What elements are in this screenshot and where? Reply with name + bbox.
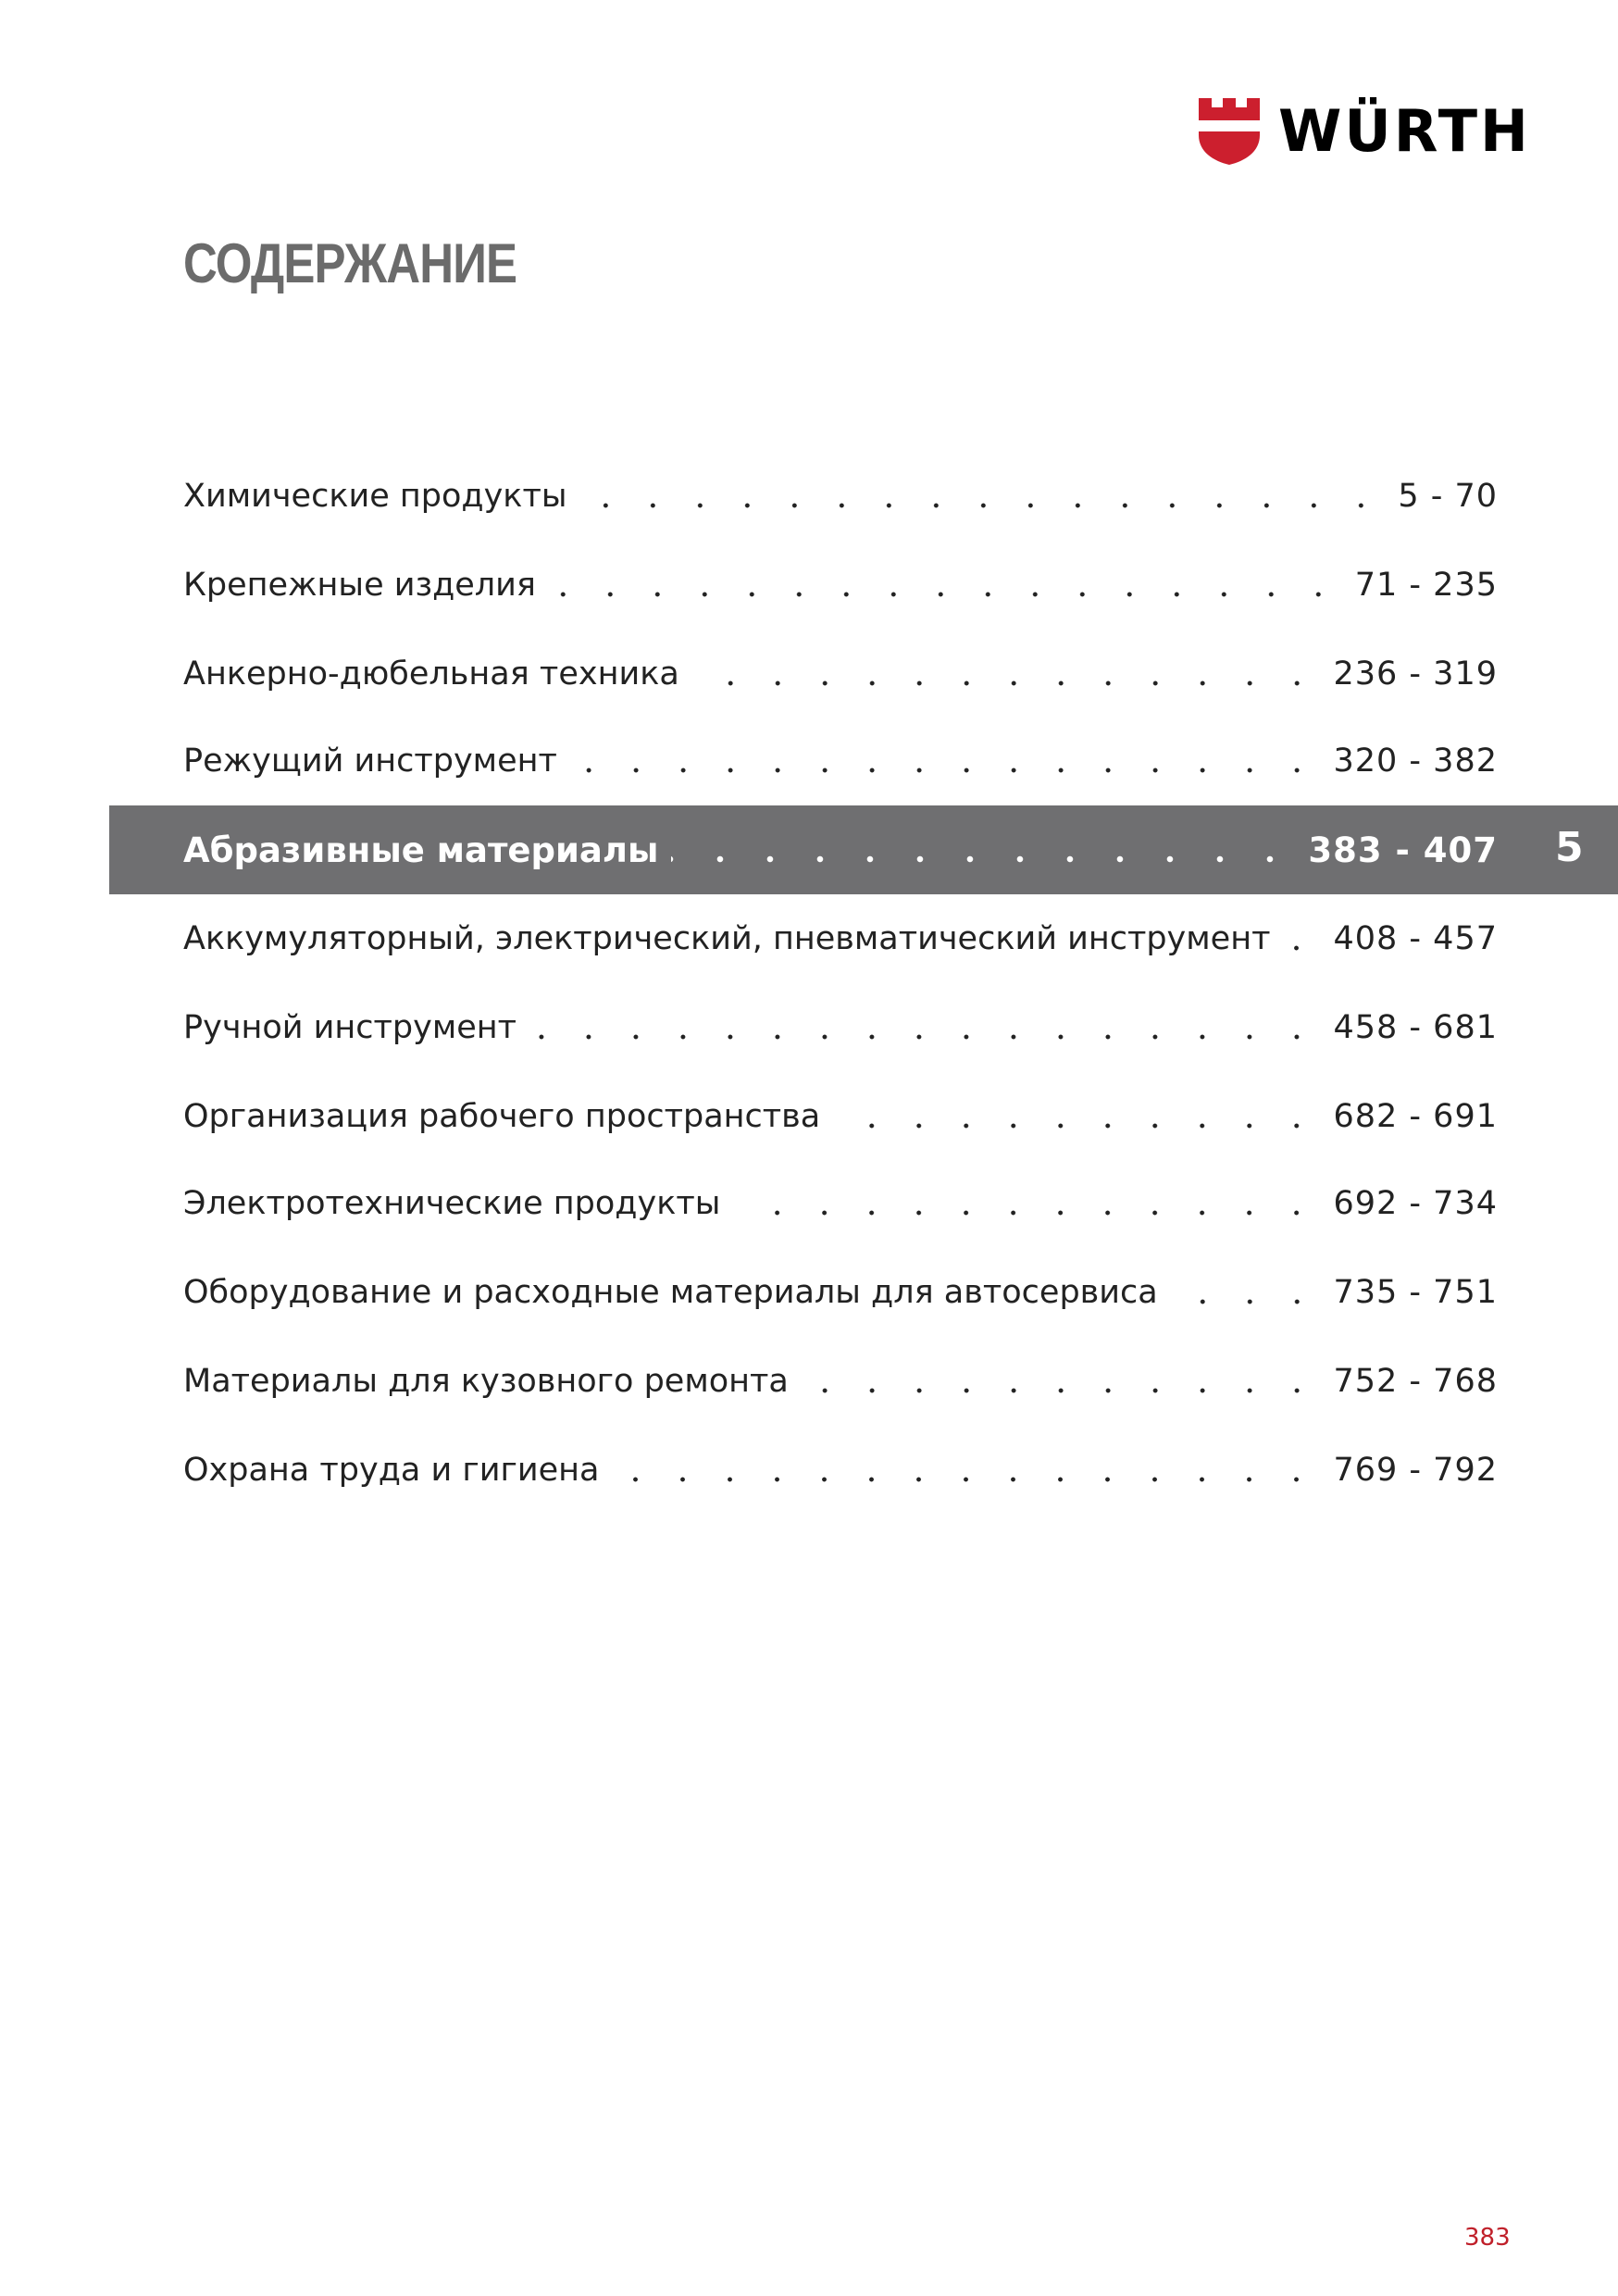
toc-entry-cutting-tools[interactable] bbox=[183, 733, 1498, 789]
toc-entry-abrasives[interactable] bbox=[183, 822, 1498, 878]
toc-entry-label: Материалы для кузовного ремонта bbox=[183, 1362, 789, 1400]
dot-leader bbox=[802, 1387, 1321, 1394]
toc-entry-pages: 692 - 734 bbox=[1333, 1184, 1498, 1222]
toc-entry-pages: 5 - 70 bbox=[1398, 477, 1498, 515]
brand-name: WÜRTH bbox=[1278, 97, 1531, 165]
toc-entry-label: Химические продукты bbox=[183, 477, 567, 515]
toc-entry-label: Абразивные материалы bbox=[183, 830, 659, 870]
toc-entry-pages: 458 - 681 bbox=[1333, 1008, 1498, 1046]
toc-entry-label: Ручной инструмент bbox=[183, 1008, 517, 1046]
toc-entry-power-tools[interactable] bbox=[183, 911, 1498, 967]
chapter-number: 5 bbox=[1555, 824, 1584, 871]
toc-entry-pages: 752 - 768 bbox=[1333, 1362, 1498, 1400]
dot-leader bbox=[733, 1209, 1320, 1217]
dot-leader bbox=[570, 767, 1321, 774]
toc-entry-label: Электротехнические продукты bbox=[183, 1184, 721, 1222]
dot-leader bbox=[612, 1476, 1320, 1483]
toc-entry-pages: 682 - 691 bbox=[1333, 1097, 1498, 1135]
toc-entry-pages: 383 - 407 bbox=[1308, 830, 1498, 870]
toc-entry-label: Оборудование и расходные материалы для автосервиса bbox=[183, 1273, 1158, 1311]
toc-entry-label: Крепежные изделия bbox=[183, 566, 536, 604]
toc-entry-label: Организация рабочего пространства bbox=[183, 1097, 821, 1135]
dot-leader bbox=[549, 591, 1342, 598]
toc-entry-work-safety[interactable] bbox=[183, 1442, 1498, 1498]
toc-entry-hand-tools[interactable] bbox=[183, 1000, 1498, 1055]
wurth-emblem-icon bbox=[1199, 98, 1260, 165]
dot-leader bbox=[692, 680, 1321, 687]
toc-entry-pages: 71 - 235 bbox=[1354, 566, 1498, 604]
toc-entry-label: Анкерно-дюбельная техника bbox=[183, 655, 679, 693]
toc-entry-pages: 320 - 382 bbox=[1333, 742, 1498, 780]
toc-entry-anchors[interactable] bbox=[183, 646, 1498, 702]
toc-entry-car-service-equipment[interactable] bbox=[183, 1265, 1498, 1320]
toc-entry-workspace-organization[interactable] bbox=[183, 1089, 1498, 1144]
dot-leader bbox=[1283, 944, 1320, 952]
page-number: 383 bbox=[1464, 2224, 1511, 2252]
toc-entry-fasteners[interactable] bbox=[183, 557, 1498, 613]
toc-entry-body-repair-materials[interactable] bbox=[183, 1354, 1498, 1409]
dot-leader bbox=[1171, 1298, 1321, 1305]
dot-leader bbox=[671, 855, 1295, 863]
wurth-logo bbox=[1199, 98, 1531, 165]
toc-entry-pages: 408 - 457 bbox=[1333, 919, 1498, 957]
toc-entry-label: Охрана труда и гигиена bbox=[183, 1451, 600, 1489]
toc-entry-electrical-products[interactable] bbox=[183, 1176, 1498, 1231]
dot-leader bbox=[833, 1122, 1320, 1129]
toc-entry-pages: 769 - 792 bbox=[1333, 1451, 1498, 1489]
toc-entry-chemical-products[interactable] bbox=[183, 468, 1498, 524]
toc-entry-pages: 735 - 751 bbox=[1333, 1273, 1498, 1311]
toc-entry-label: Аккумуляторный, электрический, пневматический инструмент bbox=[183, 919, 1271, 957]
toc-entry-label: Режущий инструмент bbox=[183, 742, 557, 780]
toc-entry-pages: 236 - 319 bbox=[1333, 655, 1498, 693]
page-title: СОДЕРЖАНИЕ bbox=[183, 232, 517, 294]
dot-leader bbox=[529, 1033, 1320, 1041]
dot-leader bbox=[579, 502, 1385, 509]
